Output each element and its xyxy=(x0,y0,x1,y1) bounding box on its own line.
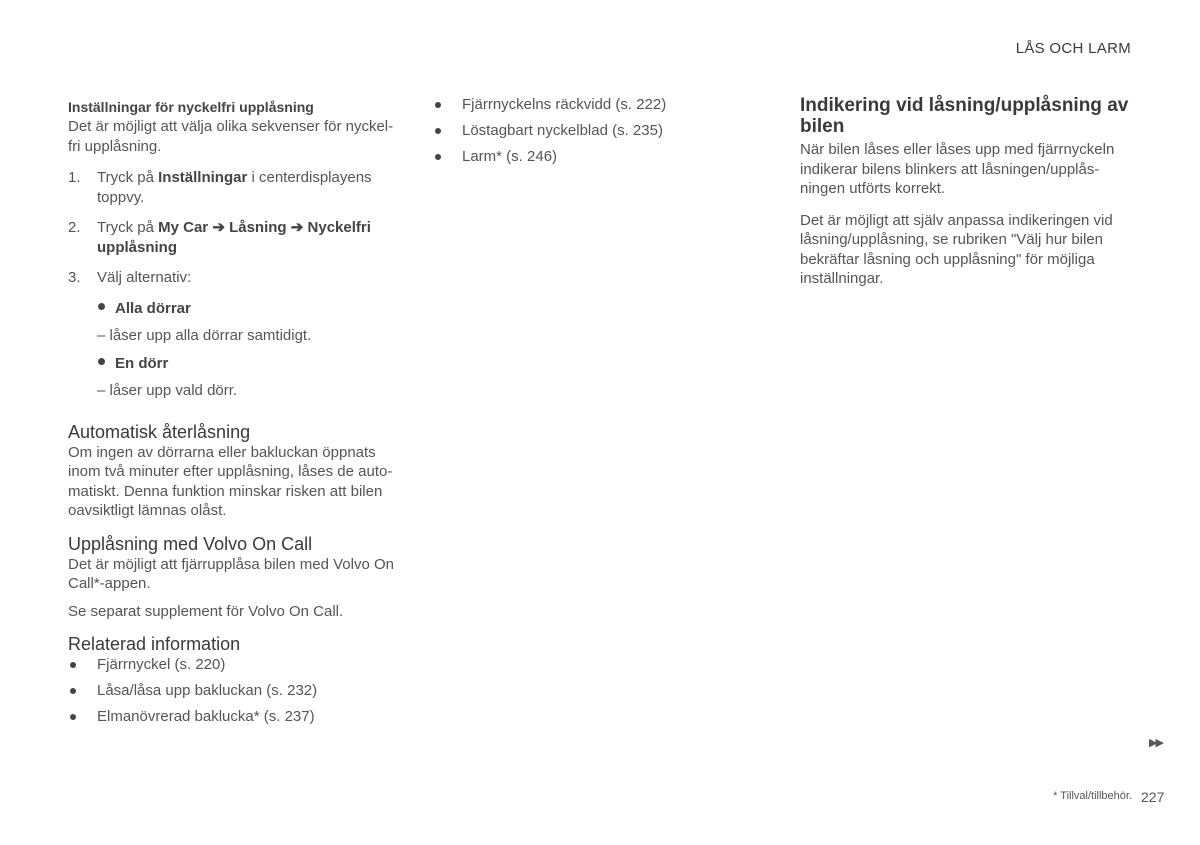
footnote: * Tillval/tillbehör. xyxy=(1053,790,1132,802)
related-link[interactable]: Fjärrnyckelns räckvidd (s. 222) xyxy=(433,95,733,115)
step-2 xyxy=(68,218,403,257)
indication-text-1: När bilen låses eller låses upp med fjärrnyckeln indikerar bilens blinkers att låsningen/upplås-ningen utförts korrekt. xyxy=(800,141,1115,197)
continue-arrow-icon: ▶▶ xyxy=(1149,737,1162,749)
volvo-on-call-heading: Upplåsning med Volvo On Call xyxy=(68,533,313,554)
section-header: LÅS OCH LARM xyxy=(1015,40,1131,57)
option-description: – låser upp vald dörr. xyxy=(97,382,238,399)
step-1 xyxy=(68,168,403,207)
related-list xyxy=(68,655,403,727)
related-list-continued xyxy=(433,95,733,167)
step-3-text: Välj alternativ: xyxy=(97,269,192,286)
related-link[interactable]: Fjärrnyckel (s. 220) xyxy=(68,655,403,675)
keyless-settings-heading: Inställningar för nyckelfri upplåsning xyxy=(68,99,314,115)
step-1-pre: Tryck på xyxy=(97,169,159,186)
left-column xyxy=(68,97,403,733)
page-number: 227 xyxy=(1141,789,1165,805)
bullet-icon xyxy=(98,303,105,310)
option-all-doors xyxy=(68,299,403,319)
related-link[interactable]: Larm* (s. 246) xyxy=(433,147,733,167)
indication-text-2: Det är möjligt att själv anpassa indikeringen vid låsning/upplåsning, se rubriken "Välj hur bilen bekräftar låsning och upplåsning" för möjliga inställningar. xyxy=(800,211,1113,287)
step-3-number: 3. xyxy=(68,269,81,286)
step-1-settings-label: Inställningar xyxy=(158,169,248,186)
bullet-icon xyxy=(98,358,105,365)
step-1-number: 1. xyxy=(68,169,81,186)
keyless-intro-text: Det är möjligt att välja olika sekvenser för nyckel-fri upplåsning. xyxy=(68,118,394,155)
arrow-icon: ➔ xyxy=(290,219,304,236)
step-1-post: i centerdisplayens toppvy. xyxy=(97,169,372,206)
option-label: Alla dörrar xyxy=(115,299,191,317)
step-3 xyxy=(68,268,403,288)
arrow-icon: ➔ xyxy=(212,219,225,236)
related-link[interactable]: Låsa/låsa upp bakluckan (s. 232) xyxy=(68,681,403,701)
step-2-keyless: Nyckelfri upplåsning xyxy=(97,219,371,256)
step-2-pre: Tryck på xyxy=(97,219,159,236)
indication-heading: Indikering vid låsning/upplåsning av bilen xyxy=(800,95,1129,137)
volvo-on-call-supplement: Se separat supplement för Volvo On Call. xyxy=(68,602,344,620)
auto-relock-heading: Automatisk återlåsning xyxy=(68,421,251,442)
related-info-heading: Relaterad information xyxy=(68,634,241,654)
middle-column xyxy=(433,95,733,173)
option-one-door xyxy=(68,354,403,374)
right-column xyxy=(800,95,1135,289)
related-link[interactable]: Löstagbart nyckelblad (s. 235) xyxy=(433,121,733,141)
step-2-number: 2. xyxy=(68,219,81,236)
auto-relock-text: Om ingen av dörrarna eller bakluckan öppnats inom två minuter efter upplåsning, låses de auto-matiskt. Denna funktion minskar risken att bilen oavsiktligt lämnas olåst. xyxy=(68,443,393,519)
volvo-on-call-text: Det är möjligt att fjärrupplåsa bilen med Volvo On Call*-appen. xyxy=(68,555,394,592)
option-label: En dörr xyxy=(115,354,169,372)
option-description: – låser upp alla dörrar samtidigt. xyxy=(97,327,312,344)
related-link[interactable]: Elmanövrerad baklucka* (s. 237) xyxy=(68,707,403,727)
step-2-locking: Låsning xyxy=(229,219,287,236)
step-2-my-car: My Car xyxy=(158,219,209,236)
